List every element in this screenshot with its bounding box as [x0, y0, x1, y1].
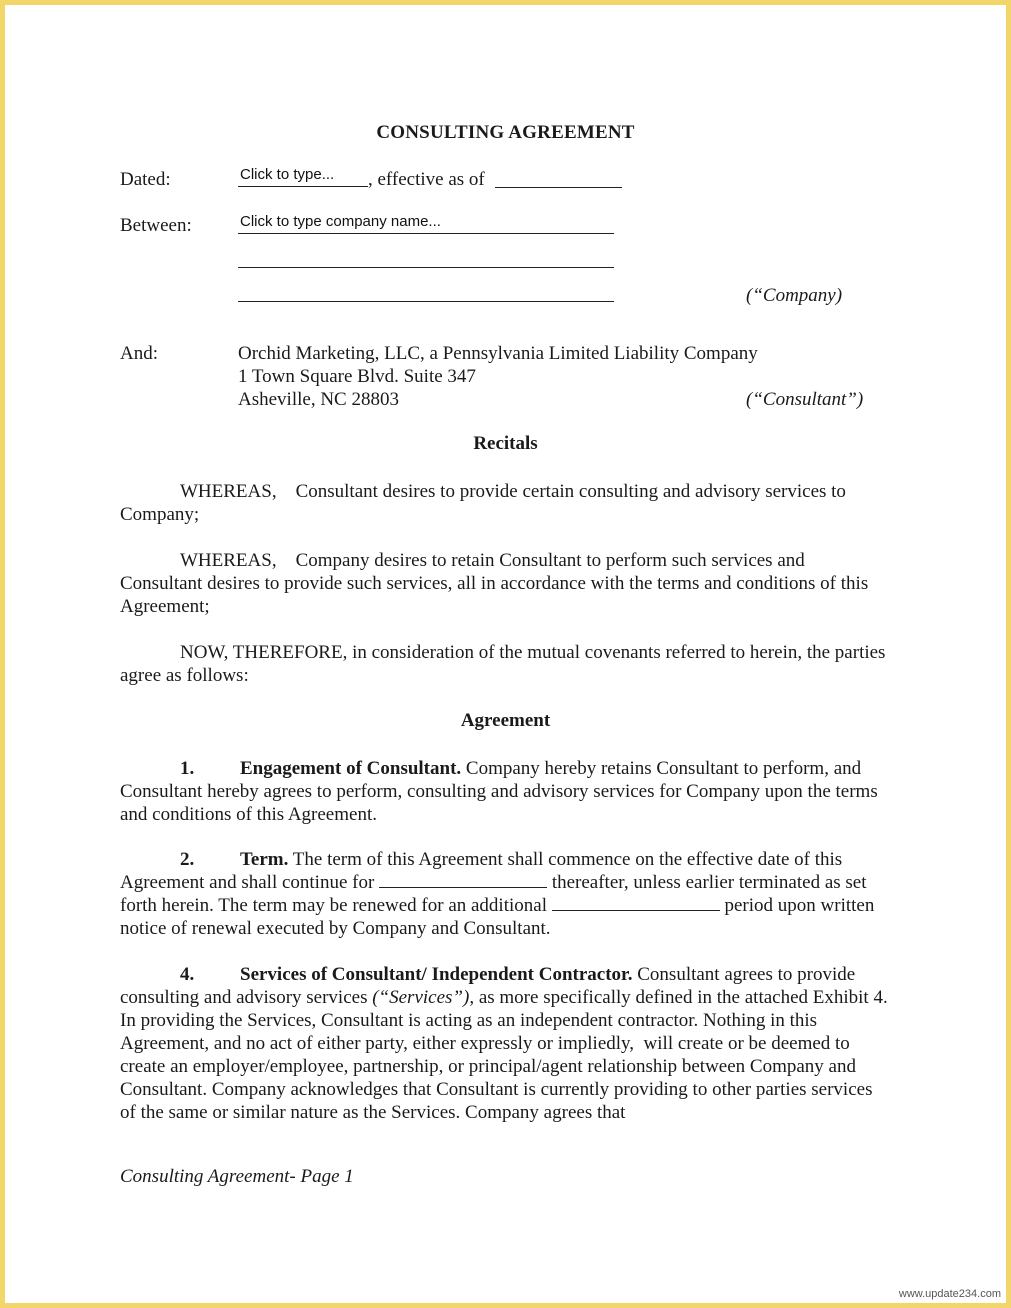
watermark-url: www.update234.com	[898, 1288, 1001, 1300]
now-therefore-text: NOW, THEREFORE, in consideration of the mutual covenants referred to herein, the parties agree as follows:	[120, 642, 886, 686]
effective-date-blank[interactable]	[495, 187, 622, 188]
whereas-paragraph-2	[120, 549, 890, 618]
company-tag: (“Company)	[746, 285, 843, 306]
section-4-title: Services of Consultant/ Independent Contractor.	[240, 964, 633, 985]
whereas-paragraph-1	[120, 480, 890, 526]
now-therefore-paragraph	[120, 641, 890, 687]
section-2-text-a: The term of this Agreement shall commence on the effective date of this Agreement and shall continue for	[120, 849, 843, 893]
and-label: And:	[120, 343, 158, 364]
section-4-paragraph	[120, 963, 890, 1124]
section-1-number: 1.	[180, 758, 195, 779]
section-4-text-a: Consultant agrees to provide consulting and advisory services	[120, 964, 856, 1008]
agreement-heading: Agreement	[460, 710, 551, 731]
page-footer: Consulting Agreement- Page 1	[120, 1166, 354, 1187]
dated-label: Dated:	[120, 169, 171, 190]
document-title: CONSULTING AGREEMENT	[376, 122, 635, 143]
consultant-tag: (“Consultant”)	[746, 389, 864, 410]
section-2-text-c: period upon written notice of renewal executed by Company and Consultant.	[120, 895, 875, 939]
consultant-city-line: Asheville, NC 28803	[238, 389, 399, 410]
section-2-title: Term.	[240, 849, 289, 870]
section-2-number: 2.	[180, 849, 195, 870]
services-defined-term: (“Services”)	[372, 987, 470, 1008]
section-4-number: 4.	[180, 964, 195, 985]
whereas-1-text: WHEREAS, Consultant desires to provide certain consulting and advisory services to Company;	[120, 481, 846, 525]
company-name-input[interactable]: Click to type company name...	[238, 213, 614, 234]
term-length-blank[interactable]	[379, 871, 547, 888]
company-address-line-2[interactable]	[238, 301, 614, 302]
dated-input[interactable]: Click to type...	[238, 166, 368, 187]
consultant-name-line: Orchid Marketing, LLC, a Pennsylvania Limited Liability Company	[238, 343, 758, 364]
effective-as-of-text: , effective as of	[368, 169, 485, 190]
renewal-period-blank[interactable]	[552, 894, 720, 911]
section-1-text: Company hereby retains Consultant to perform, and Consultant hereby agrees to perform, consulting and advisory services for Company upon the terms and conditions of this Agreement.	[120, 758, 878, 825]
whereas-2-text: WHEREAS, Company desires to retain Consultant to perform such services and Consultant desires to provide such services, all in accordance with the terms and conditions of this Agreement;	[120, 550, 869, 617]
company-address-line-1[interactable]	[238, 267, 614, 268]
section-1-title: Engagement of Consultant.	[240, 758, 462, 779]
consultant-address-line: 1 Town Square Blvd. Suite 347	[238, 366, 476, 387]
recitals-heading: Recitals	[473, 433, 538, 454]
section-1-paragraph	[120, 757, 890, 826]
section-2-paragraph	[120, 848, 890, 940]
section-4-text-b: , as more specifically defined in the attached Exhibit 4. In providing the Services, Consultant is acting as an independent contractor. Nothing in this Agreement, and no act of either party, either expressly or impliedly, will create or be deemed to create an employer/employee, partnership, or principal/agent relationship between Company and Consultant. Company acknowledges that Consultant is currently providing to other parties services of the same or similar nature as the Services. Company agrees that	[120, 987, 888, 1123]
between-label: Between:	[120, 215, 192, 236]
section-2-text-b: thereafter, unless earlier terminated as set forth herein. The term may be renewed for an additional	[120, 872, 867, 916]
